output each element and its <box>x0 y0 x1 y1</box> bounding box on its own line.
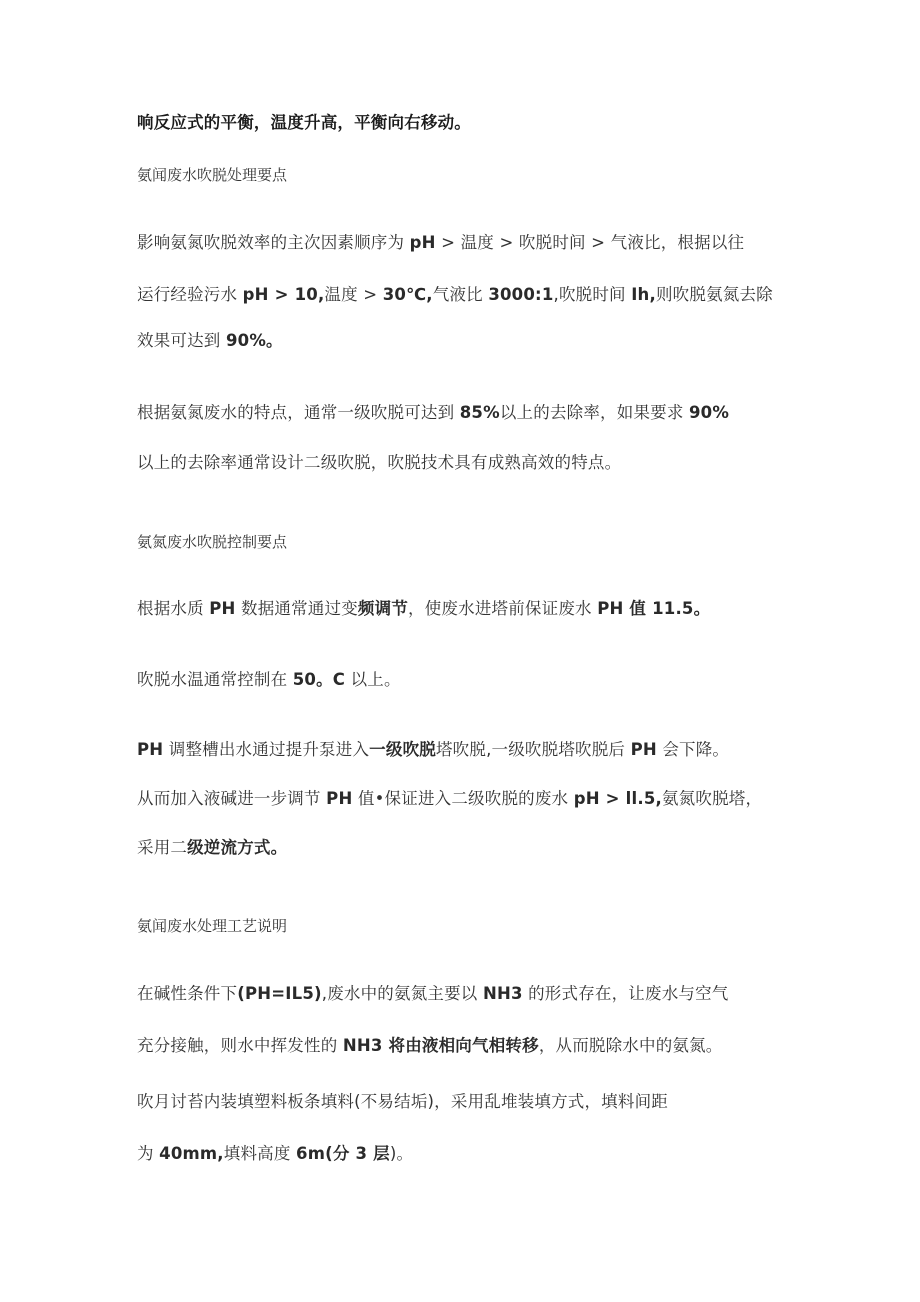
text-span: 从而加入液碱进一步调节 <box>137 789 327 808</box>
bold-span: PH <box>326 789 353 808</box>
bold-span: (PH=IL5) <box>237 984 322 1003</box>
text-span: 以上的去除率，如果要求 <box>499 403 689 422</box>
text-span: 影响氨氮吹脱效率的主次因素顺序为 <box>137 233 410 252</box>
text-span: 根据氨氮废水的特点，通常一级吹脱可达到 <box>137 403 460 422</box>
bold-span: 50。C <box>292 670 346 689</box>
bold-span: 一级吹脱 <box>369 740 436 759</box>
text-span: 则吹脱氨氮去除 <box>655 285 773 304</box>
bold-span: PH <box>137 740 164 759</box>
text-span: > 温度 > 吹脱时间 > 气液比，根据以往 <box>435 233 745 252</box>
section-heading-control-points: 氨氮废水吹脱控制要点 <box>137 533 288 551</box>
text-span: 以上。 <box>345 670 401 689</box>
paragraph-line: 以上的去除率通常设计二级吹脱，吹脱技术具有成熟高效的特点。 <box>137 453 622 472</box>
paragraph-line <box>137 283 773 307</box>
paragraph-line <box>137 668 401 692</box>
text-span: 调整槽出水通过提升泵进入 <box>163 740 370 759</box>
text-span: 温度 > <box>324 285 383 304</box>
bold-span: 90% <box>689 403 730 422</box>
paragraph-line <box>137 231 744 255</box>
bold-span: 85% <box>459 403 500 422</box>
text-span: ，使废水进塔前保证废水 <box>408 599 598 618</box>
bold-span: 90%。 <box>225 331 283 350</box>
text-span: 根据水质 <box>137 599 210 618</box>
text-span: 会下降。 <box>656 740 730 759</box>
bold-span: 3000:1 <box>488 285 554 304</box>
bold-span: PH 值 11.5。 <box>597 599 711 618</box>
bold-span: PH <box>209 599 236 618</box>
intro-line: 响反应式的平衡，温度升高，平衡向右移动。 <box>137 113 471 132</box>
text-span: ，从而脱除水中的氨氮。 <box>538 1036 723 1055</box>
paragraph-line <box>137 982 729 1006</box>
section-heading-stripping-points: 氨闻废水吹脱处理要点 <box>137 166 288 184</box>
bold-span: pH > 10, <box>242 285 325 304</box>
paragraph-line <box>137 597 710 621</box>
paragraph-line: 吹月讨苔内装填塑料板条填料(不易结垢)，采用乱堆装填方式，填料间距 <box>137 1092 668 1111</box>
bold-span: pH <box>409 233 436 252</box>
bold-span: PH <box>630 740 657 759</box>
paragraph-line <box>137 787 762 811</box>
text-span: 填料高度 <box>223 1144 297 1163</box>
text-span: 值•保证进入二级吹脱的废水 <box>352 789 574 808</box>
bold-span: 频调节 <box>357 599 409 618</box>
bold-span: 30℃, <box>382 285 433 304</box>
text-span: 为 <box>137 1144 160 1163</box>
text-span: ,吹脱时间 <box>553 285 632 304</box>
text-span: 数据通常通过变 <box>235 599 358 618</box>
paragraph-line <box>137 836 287 860</box>
bold-span: 40mm, <box>159 1144 224 1163</box>
bold-span: 6m(分 3 层 <box>296 1144 390 1163</box>
paragraph-line <box>137 329 283 353</box>
bold-span: Ih, <box>631 285 656 304</box>
bold-span: pH > ll.5, <box>573 789 662 808</box>
text-span: 充分接触，则水中挥发性的 <box>137 1036 343 1055</box>
text-span: 吹脱水温通常控制在 <box>137 670 293 689</box>
text-span: 气液比 <box>432 285 489 304</box>
text-span: 塔吹脱,一级吹脱塔吹脱后 <box>435 740 631 759</box>
bold-span: NH3 将由液相向气相转移 <box>342 1036 539 1055</box>
text-span: ,废水中的氨氮主要以 <box>321 984 483 1003</box>
paragraph-line <box>137 738 729 762</box>
bold-span: NH3 <box>482 984 523 1003</box>
text-span: 采用二 <box>137 838 188 857</box>
text-span: 效果可达到 <box>137 331 226 350</box>
section-heading-process-description: 氨闻废水处理工艺说明 <box>137 917 288 935</box>
text-span: 运行经验污水 <box>137 285 243 304</box>
text-span: 的形式存在，让废水与空气 <box>522 984 729 1003</box>
text-span: 氨氮吹脱塔， <box>661 789 763 808</box>
paragraph-line <box>137 401 729 425</box>
text-span: )。 <box>389 1144 414 1163</box>
paragraph-line <box>137 1142 413 1166</box>
bold-span: 级逆流方式。 <box>187 838 288 857</box>
paragraph-line <box>137 1034 723 1058</box>
text-span: 在碱性条件下 <box>137 984 238 1003</box>
